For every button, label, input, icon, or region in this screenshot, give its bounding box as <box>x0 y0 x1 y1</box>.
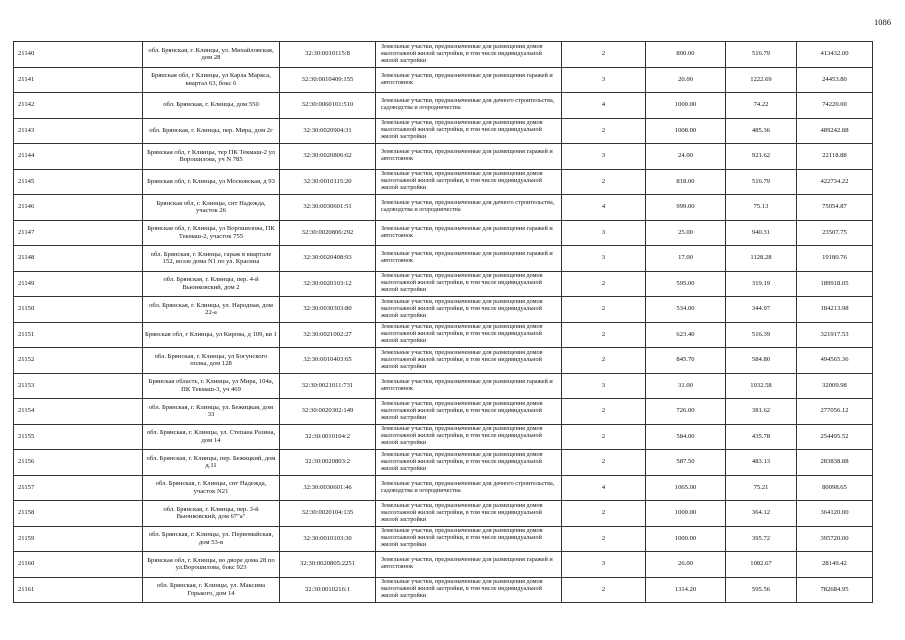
cadastral-number-cell: 32:30:0020805:2251 <box>280 552 376 578</box>
land-use-type-cell: Земельные участки, предназначенные для размещения домов малоэтажной жилой застройки, в том числе индивидуальной жилой застройки <box>376 348 562 374</box>
row-number-cell: 21152 <box>14 348 143 374</box>
group-number-cell: 3 <box>562 67 646 93</box>
address-cell: обл. Брянская, г. Клинцы, ул. Первомайская, дом 53-в <box>143 526 280 552</box>
row-number-cell: 21147 <box>14 220 143 246</box>
cadastral-value-cell: 19180.76 <box>797 246 873 272</box>
table-row <box>14 552 873 578</box>
land-use-type-cell: Земельные участки, предназначенные для размещения домов малоэтажной жилой застройки, в том числе индивидуальной жилой застройки <box>376 118 562 144</box>
area-cell: 623.40 <box>646 322 726 348</box>
group-number-cell: 3 <box>562 552 646 578</box>
cadastral-value-cell: 422734.22 <box>797 169 873 195</box>
address-cell: обл. Брянская, г. Клинцы, гараж в квартале 152, возле дома N1 по ул. Красина <box>143 246 280 272</box>
address-cell: Брянская обл, г Клинцы, ул Карла Маркса, квартал 63, бокс 6 <box>143 67 280 93</box>
area-cell: 587.50 <box>646 450 726 476</box>
land-use-type-cell: Земельные участки, предназначенные для дачного строительства, садоводства и огородничества <box>376 475 562 501</box>
address-cell: обл. Брянская, г. Клинцы, ул. Бежицкая, дом 33 <box>143 399 280 425</box>
row-number-cell: 21153 <box>14 373 143 399</box>
group-number-cell: 2 <box>562 526 646 552</box>
cadastral-value-cell: 22118.88 <box>797 144 873 170</box>
group-number-cell: 2 <box>562 271 646 297</box>
table-row <box>14 577 873 603</box>
cadastral-number-cell: 32:30:0020806:62 <box>280 144 376 170</box>
area-cell: 24.00 <box>646 144 726 170</box>
group-number-cell: 4 <box>562 195 646 221</box>
address-cell: Брянская обл, г Клинцы, ул Кирова, д 109, кв 1 <box>143 322 280 348</box>
cadastral-number-cell: 32:30:0010104:2 <box>280 424 376 450</box>
row-number-cell: 21140 <box>14 42 143 68</box>
cadastral-value-cell: 395720.00 <box>797 526 873 552</box>
address-cell: Брянская обл, г. Клинцы, снт Надежда, участок 26 <box>143 195 280 221</box>
group-number-cell: 2 <box>562 169 646 195</box>
group-number-cell: 3 <box>562 144 646 170</box>
cadastral-number-cell: 32:30:0060101:510 <box>280 93 376 119</box>
table-row <box>14 220 873 246</box>
row-number-cell: 21148 <box>14 246 143 272</box>
specific-value-cell: 516.79 <box>726 169 797 195</box>
group-number-cell: 2 <box>562 322 646 348</box>
area-cell: 818.00 <box>646 169 726 195</box>
group-number-cell: 3 <box>562 373 646 399</box>
address-cell: обл. Брянская, г. Клинцы, пер. 4-й Вьюнковский, дом 2 <box>143 271 280 297</box>
address-cell: Брянская обл, г. Клинцы, ул Ворошилова, ПК Текмаш-2, участок 755 <box>143 220 280 246</box>
land-use-type-cell: Земельные участки, предназначенные для размещения гаражей и автостоянок <box>376 246 562 272</box>
cadastral-number-cell: 32:30:0020806:292 <box>280 220 376 246</box>
address-cell: Брянская обл, г. Клинцы, во дворе дома 28 по ул.Ворошилова, бокс 923 <box>143 552 280 578</box>
table-row <box>14 450 873 476</box>
row-number-cell: 21149 <box>14 271 143 297</box>
land-use-type-cell: Земельные участки, предназначенные для размещения гаражей и автостоянок <box>376 144 562 170</box>
row-number-cell: 21151 <box>14 322 143 348</box>
group-number-cell: 2 <box>562 348 646 374</box>
group-number-cell: 2 <box>562 450 646 476</box>
address-cell: Брянская область, г. Клинцы, ул Мира, 104а, ПК Текмаш-3, уч 469 <box>143 373 280 399</box>
row-number-cell: 21141 <box>14 67 143 93</box>
cadastral-number-cell: 32:30:0020803:2 <box>280 450 376 476</box>
land-use-type-cell: Земельные участки, предназначенные для размещения домов малоэтажной жилой застройки, в том числе индивидуальной жилой застройки <box>376 169 562 195</box>
table-row <box>14 93 873 119</box>
specific-value-cell: 1128.28 <box>726 246 797 272</box>
cadastral-number-cell: 32:30:0030303:80 <box>280 297 376 323</box>
table-row <box>14 297 873 323</box>
cadastral-number-cell: 32:30:0010216:1 <box>280 577 376 603</box>
cadastral-number-cell: 32:30:0010409:155 <box>280 67 376 93</box>
area-cell: 1000.00 <box>646 501 726 527</box>
cadastral-number-cell: 32:30:0010115:20 <box>280 169 376 195</box>
specific-value-cell: 319.19 <box>726 271 797 297</box>
cadastral-value-cell: 80098.65 <box>797 475 873 501</box>
cadastral-value-cell: 494565.36 <box>797 348 873 374</box>
row-number-cell: 21155 <box>14 424 143 450</box>
address-cell: обл. Брянская, г. Клинцы, ул Богунского полка, дом 128 <box>143 348 280 374</box>
address-cell: обл. Брянская, г. Клинцы, пер. Бежицкий, дом д.11 <box>143 450 280 476</box>
cadastral-number-cell: 32:30:0020408:93 <box>280 246 376 272</box>
cadastral-value-cell: 364120.00 <box>797 501 873 527</box>
table-row <box>14 373 873 399</box>
table-row <box>14 42 873 68</box>
row-number-cell: 21150 <box>14 297 143 323</box>
cadastral-number-cell: 32:30:0020104:135 <box>280 501 376 527</box>
area-cell: 800.00 <box>646 42 726 68</box>
cadastral-value-cell: 28149.42 <box>797 552 873 578</box>
specific-value-cell: 364.12 <box>726 501 797 527</box>
group-number-cell: 3 <box>562 246 646 272</box>
land-use-type-cell: Земельные участки, предназначенные для дачного строительства, садоводства и огородничества <box>376 195 562 221</box>
land-use-type-cell: Земельные участки, предназначенные для размещения домов малоэтажной жилой застройки, в том числе индивидуальной жилой застройки <box>376 297 562 323</box>
cadastral-value-cell: 74220.00 <box>797 93 873 119</box>
area-cell: 20.00 <box>646 67 726 93</box>
area-cell: 726.00 <box>646 399 726 425</box>
cadastral-value-cell: 75054.87 <box>797 195 873 221</box>
address-cell: обл. Брянская, г. Клинцы, снт Надежда, участок N21 <box>143 475 280 501</box>
address-cell: обл. Брянская, г. Клинцы, ул. Народная, дом 22-а <box>143 297 280 323</box>
area-cell: 999.00 <box>646 195 726 221</box>
area-cell: 31.00 <box>646 373 726 399</box>
land-use-type-cell: Земельные участки, предназначенные для размещения домов малоэтажной жилой застройки, в том числе индивидуальной жилой застройки <box>376 577 562 603</box>
table-row <box>14 67 873 93</box>
cadastral-table-container <box>13 41 873 603</box>
area-cell: 584.00 <box>646 424 726 450</box>
cadastral-number-cell: 32:30:0030601:51 <box>280 195 376 221</box>
cadastral-value-cell: 413432.00 <box>797 42 873 68</box>
table-row <box>14 169 873 195</box>
table-row <box>14 526 873 552</box>
land-use-type-cell: Земельные участки, предназначенные для размещения гаражей и автостоянок <box>376 552 562 578</box>
table-row <box>14 246 873 272</box>
row-number-cell: 21142 <box>14 93 143 119</box>
land-use-type-cell: Земельные участки, предназначенные для размещения домов малоэтажной жилой застройки, в том числе индивидуальной жилой застройки <box>376 526 562 552</box>
specific-value-cell: 485.36 <box>726 118 797 144</box>
table-row <box>14 475 873 501</box>
table-body <box>14 42 873 603</box>
specific-value-cell: 516.79 <box>726 42 797 68</box>
table-row <box>14 424 873 450</box>
table-row <box>14 348 873 374</box>
area-cell: 1314.20 <box>646 577 726 603</box>
cadastral-value-cell: 782684.95 <box>797 577 873 603</box>
address-cell: обл. Брянская, г. Клинцы, дом 550 <box>143 93 280 119</box>
group-number-cell: 2 <box>562 577 646 603</box>
specific-value-cell: 516.39 <box>726 322 797 348</box>
specific-value-cell: 381.62 <box>726 399 797 425</box>
area-cell: 595.00 <box>646 271 726 297</box>
row-number-cell: 21145 <box>14 169 143 195</box>
row-number-cell: 21156 <box>14 450 143 476</box>
specific-value-cell: 483.13 <box>726 450 797 476</box>
cadastral-number-cell: 32:30:0021002:27 <box>280 322 376 348</box>
table-row <box>14 271 873 297</box>
group-number-cell: 3 <box>562 220 646 246</box>
row-number-cell: 21146 <box>14 195 143 221</box>
cadastral-number-cell: 32:30:0010115:8 <box>280 42 376 68</box>
specific-value-cell: 344.97 <box>726 297 797 323</box>
area-cell: 25.00 <box>646 220 726 246</box>
land-use-type-cell: Земельные участки, предназначенные для размещения домов малоэтажной жилой застройки, в том числе индивидуальной жилой застройки <box>376 450 562 476</box>
address-cell: Брянская обл, г. Клинцы, ул Московская, д 93 <box>143 169 280 195</box>
cadastral-value-table <box>13 41 873 603</box>
area-cell: 534.00 <box>646 297 726 323</box>
land-use-type-cell: Земельные участки, предназначенные для размещения домов малоэтажной жилой застройки, в том числе индивидуальной жилой застройки <box>376 42 562 68</box>
area-cell: 17.00 <box>646 246 726 272</box>
cadastral-value-cell: 23507.75 <box>797 220 873 246</box>
table-row <box>14 322 873 348</box>
table-row <box>14 501 873 527</box>
cadastral-number-cell: 32:30:0010403:65 <box>280 348 376 374</box>
specific-value-cell: 435.78 <box>726 424 797 450</box>
cadastral-value-cell: 321917.53 <box>797 322 873 348</box>
cadastral-number-cell: 32:30:0030601:46 <box>280 475 376 501</box>
area-cell: 1065.00 <box>646 475 726 501</box>
row-number-cell: 21159 <box>14 526 143 552</box>
specific-value-cell: 595.56 <box>726 577 797 603</box>
specific-value-cell: 921.62 <box>726 144 797 170</box>
cadastral-number-cell: 32:30:0010103:30 <box>280 526 376 552</box>
table-row <box>14 144 873 170</box>
cadastral-value-cell: 277056.12 <box>797 399 873 425</box>
land-use-type-cell: Земельные участки, предназначенные для размещения гаражей и автостоянок <box>376 67 562 93</box>
land-use-type-cell: Земельные участки, предназначенные для размещения гаражей и автостоянок <box>376 220 562 246</box>
specific-value-cell: 1032.58 <box>726 373 797 399</box>
group-number-cell: 2 <box>562 424 646 450</box>
address-cell: обл. Брянская, г. Клинцы, ул. Михайловская, дом 28 <box>143 42 280 68</box>
land-use-type-cell: Земельные участки, предназначенные для размещения домов малоэтажной жилой застройки, в том числе индивидуальной жилой застройки <box>376 322 562 348</box>
cadastral-value-cell: 254495.52 <box>797 424 873 450</box>
specific-value-cell: 75.21 <box>726 475 797 501</box>
land-use-type-cell: Земельные участки, предназначенные для размещения домов малоэтажной жилой застройки, в том числе индивидуальной жилой застройки <box>376 271 562 297</box>
area-cell: 1008.00 <box>646 118 726 144</box>
specific-value-cell: 395.72 <box>726 526 797 552</box>
table-row <box>14 195 873 221</box>
address-cell: обл. Брянская, г. Клинцы, ул. Степана Разина, дом 14 <box>143 424 280 450</box>
specific-value-cell: 584.80 <box>726 348 797 374</box>
address-cell: обл. Брянская, г. Клинцы, ул. Максима Горького, дом 14 <box>143 577 280 603</box>
land-use-type-cell: Земельные участки, предназначенные для размещения домов малоэтажной жилой застройки, в том числе индивидуальной жилой застройки <box>376 424 562 450</box>
specific-value-cell: 1222.69 <box>726 67 797 93</box>
land-use-type-cell: Земельные участки, предназначенные для размещения гаражей и автостоянок <box>376 373 562 399</box>
table-row <box>14 399 873 425</box>
row-number-cell: 21161 <box>14 577 143 603</box>
group-number-cell: 2 <box>562 297 646 323</box>
group-number-cell: 2 <box>562 42 646 68</box>
row-number-cell: 21160 <box>14 552 143 578</box>
group-number-cell: 2 <box>562 501 646 527</box>
cadastral-value-cell: 283838.88 <box>797 450 873 476</box>
specific-value-cell: 74.22 <box>726 93 797 119</box>
cadastral-number-cell: 32:30:0020904:31 <box>280 118 376 144</box>
row-number-cell: 21154 <box>14 399 143 425</box>
area-cell: 1000.00 <box>646 526 726 552</box>
land-use-type-cell: Земельные участки, предназначенные для размещения домов малоэтажной жилой застройки, в том числе индивидуальной жилой застройки <box>376 399 562 425</box>
group-number-cell: 4 <box>562 475 646 501</box>
cadastral-value-cell: 32009.98 <box>797 373 873 399</box>
address-cell: обл. Брянская, г. Клинцы, пер. 3-й Вьюнковский, дом 67"а" <box>143 501 280 527</box>
address-cell: Брянская обл, г Клинцы, тер ПК Текмаш-2 ул Ворошилова, уч N 785 <box>143 144 280 170</box>
area-cell: 1000.00 <box>646 93 726 119</box>
page-number: 1086 <box>874 17 891 27</box>
row-number-cell: 21157 <box>14 475 143 501</box>
cadastral-number-cell: 32:30:0020302:149 <box>280 399 376 425</box>
address-cell: обл. Брянская, г. Клинцы, пер. Мира, дом 2г <box>143 118 280 144</box>
row-number-cell: 21144 <box>14 144 143 170</box>
group-number-cell: 4 <box>562 93 646 119</box>
specific-value-cell: 940.31 <box>726 220 797 246</box>
land-use-type-cell: Земельные участки, предназначенные для дачного строительства, садоводства и огородничества <box>376 93 562 119</box>
specific-value-cell: 75.13 <box>726 195 797 221</box>
area-cell: 845.70 <box>646 348 726 374</box>
specific-value-cell: 1082.67 <box>726 552 797 578</box>
row-number-cell: 21143 <box>14 118 143 144</box>
cadastral-number-cell: 32:30:0020103:12 <box>280 271 376 297</box>
table-row <box>14 118 873 144</box>
group-number-cell: 2 <box>562 399 646 425</box>
row-number-cell: 21158 <box>14 501 143 527</box>
cadastral-value-cell: 184213.98 <box>797 297 873 323</box>
area-cell: 26.00 <box>646 552 726 578</box>
group-number-cell: 2 <box>562 118 646 144</box>
land-use-type-cell: Земельные участки, предназначенные для размещения домов малоэтажной жилой застройки, в том числе индивидуальной жилой застройки <box>376 501 562 527</box>
cadastral-value-cell: 489242.88 <box>797 118 873 144</box>
cadastral-value-cell: 189918.05 <box>797 271 873 297</box>
cadastral-value-cell: 24453.80 <box>797 67 873 93</box>
cadastral-number-cell: 32:30:0021011:731 <box>280 373 376 399</box>
